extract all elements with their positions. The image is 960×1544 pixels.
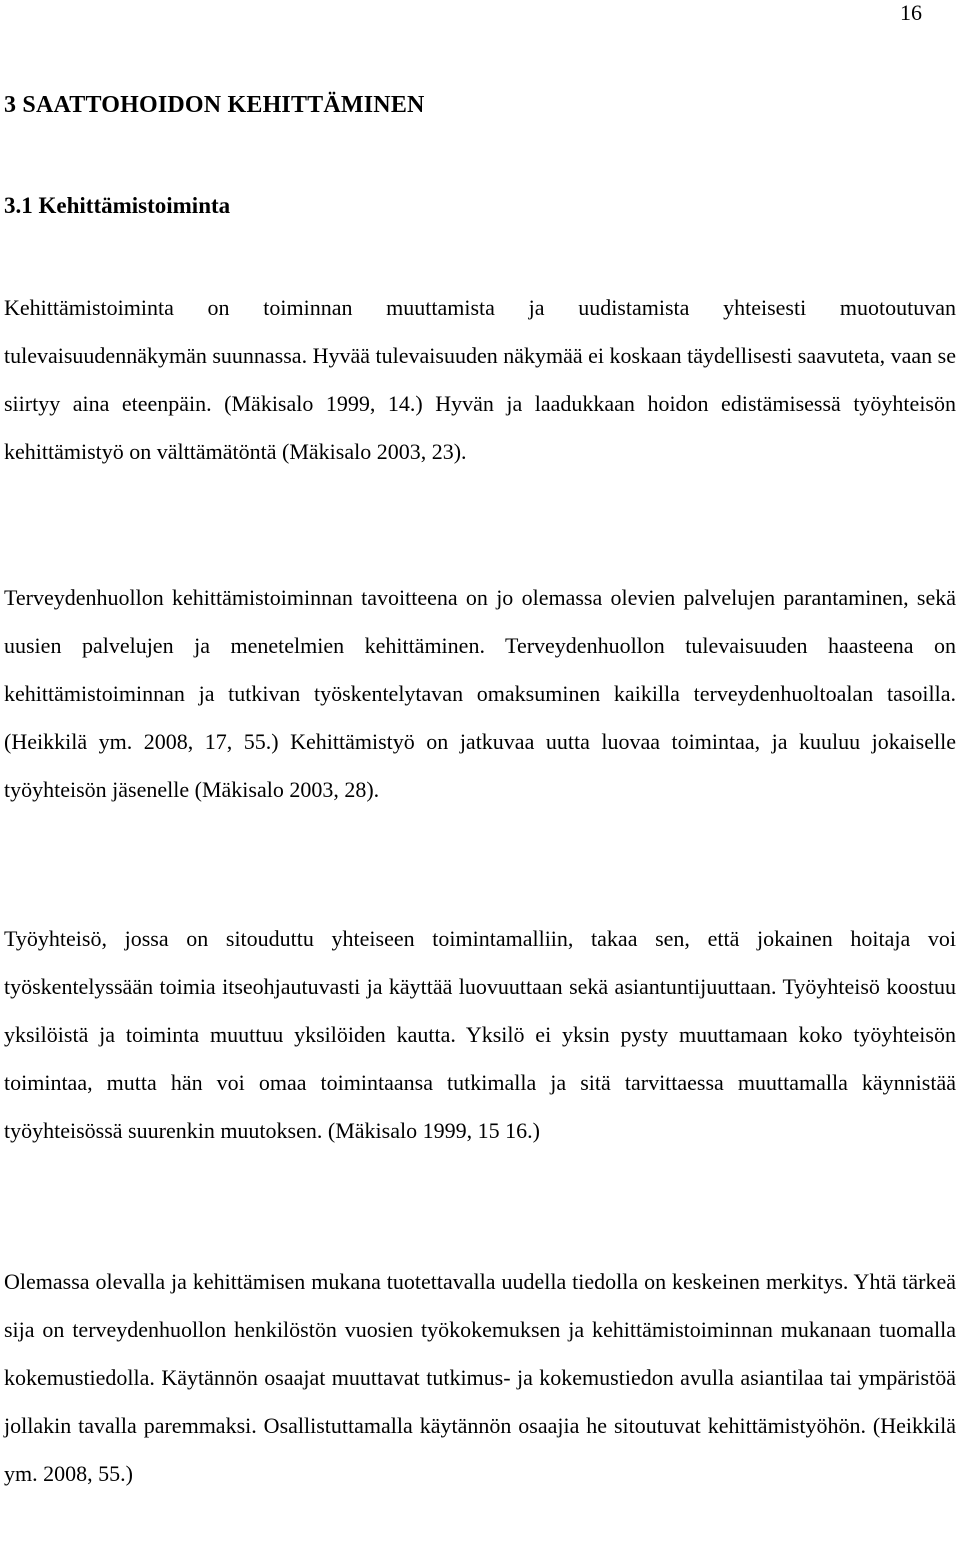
paragraph-4: Olemassa olevalla ja kehittämisen mukana tuotettavalla uudella tiedolla on keskeinen merkitys. Yhtä tärkeä sija on terveydenhuollon henkilöstön vuosien työkokemuksen ja kehittämistoiminnan mukanaan tuomalla kokemustiedolla. Käytännön osaajat muuttavat tutkimus- ja kokemustiedon avulla asiantilaa tai ympäristöä jollakin tavalla paremmaksi. Osallistuttamalla käytännön osaajia he sitoutuvat kehittämistyöhön. (Heikkilä ym. 2008, 55.) [4,1269,956,1486]
page-number: 16 [900,0,922,25]
paragraph-1: Kehittämistoiminta on toiminnan muuttamista ja uudistamista yhteisesti muotoutuvan tulevaisuudennäkymän suunnassa. Hyvää tulevaisuuden näkymää ei koskaan täydellisesti saavuteta, vaan se siirtyy aina eteenpäin. (Mäkisalo 1999, 14.) Hyvän ja laadukkaan hoidon edistämisessä työyhteisön kehittämistyö on välttämätöntä (Mäkisalo 2003, 23). [4,295,956,464]
section-heading: 3.1 Kehittämistoiminta [4,193,231,218]
paragraph-3: Työyhteisö, jossa on sitouduttu yhteiseen toimintamalliin, takaa sen, että jokainen hoitaja voi työskentelyssään toimia itseohjautuvasti ja käyttää luovuuttaan sekä asiantuntijuuttaan. Työyhteisö koostuu yksilöistä ja toiminta muuttuu yksilöiden kautta. Yksilö ei yksin pysty muuttamaan koko työyhteisön toimintaa, mutta hän voi omaa toimintaansa tutkimalla ja sitä tarvittaessa muuttamalla käynnistää työyhteisössä suurenkin muutoksen. (Mäkisalo 1999, 15 16.) [4,926,956,1143]
paragraph-2: Terveydenhuollon kehittämistoiminnan tavoitteena on jo olemassa olevien palvelujen parantaminen, sekä uusien palvelujen ja menetelmien kehittäminen. Terveydenhuollon tulevaisuuden haasteena on kehittämistoiminnan ja tutkivan työskentelytavan omaksuminen kaikilla terveydenhuoltoalan tasoilla. (Heikkilä ym. 2008, 17, 55.) Kehittämistyö on jatkuvaa uutta luovaa toimintaa, ja kuuluu jokaiselle työyhteisön jäsenelle (Mäkisalo 2003, 28). [4,585,956,802]
chapter-heading: 3 SAATTOHOIDON KEHITTÄMINEN [4,92,425,118]
